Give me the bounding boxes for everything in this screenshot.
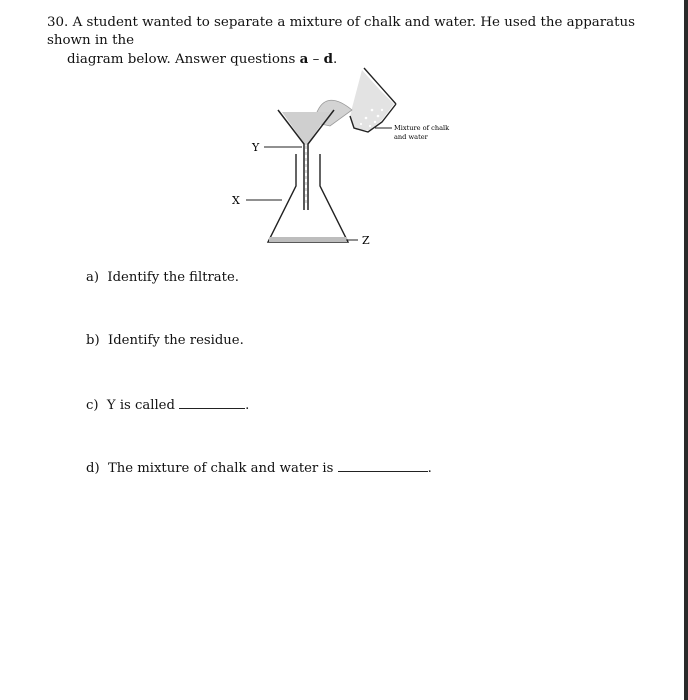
part-b-text: Identify the residue.	[107, 333, 244, 348]
part-a-marker: a)	[86, 270, 100, 285]
label-mixture-line2: and water	[394, 133, 428, 141]
pouring-beaker	[350, 68, 396, 132]
part-a-text: Identify the filtrate.	[107, 270, 239, 285]
label-mixture-line1: Mixture of chalk	[394, 124, 450, 132]
question-period: .	[332, 52, 338, 67]
filtration-diagram	[220, 60, 480, 260]
bold-a: a	[299, 51, 309, 67]
question-text-line2-pre: diagram below. Answer questions	[67, 52, 300, 67]
part-d-end: .	[427, 461, 432, 476]
part-d	[86, 459, 432, 476]
part-a	[86, 270, 239, 285]
part-c-marker: c)	[86, 398, 99, 413]
part-d-text: The mixture of chalk and water is	[107, 461, 334, 476]
label-y: Y	[252, 141, 260, 154]
part-c	[86, 396, 249, 413]
part-c-answer-blank[interactable]	[179, 396, 245, 409]
part-c-end: .	[245, 398, 250, 413]
question-number: 30.	[47, 15, 69, 30]
label-z: Z	[362, 234, 370, 247]
page-right-edge	[684, 0, 688, 700]
bold-d: d	[323, 51, 333, 67]
dash: –	[308, 52, 324, 67]
question-text-line1: A student wanted to separate a mixture of chalk and water. He used the apparatus shown in the	[47, 15, 636, 48]
part-d-marker: d)	[86, 461, 100, 476]
part-c-text: Y is called	[106, 398, 175, 413]
part-d-answer-blank[interactable]	[338, 459, 428, 472]
part-b	[86, 333, 244, 348]
label-x: X	[232, 194, 240, 207]
part-b-marker: b)	[86, 333, 100, 348]
